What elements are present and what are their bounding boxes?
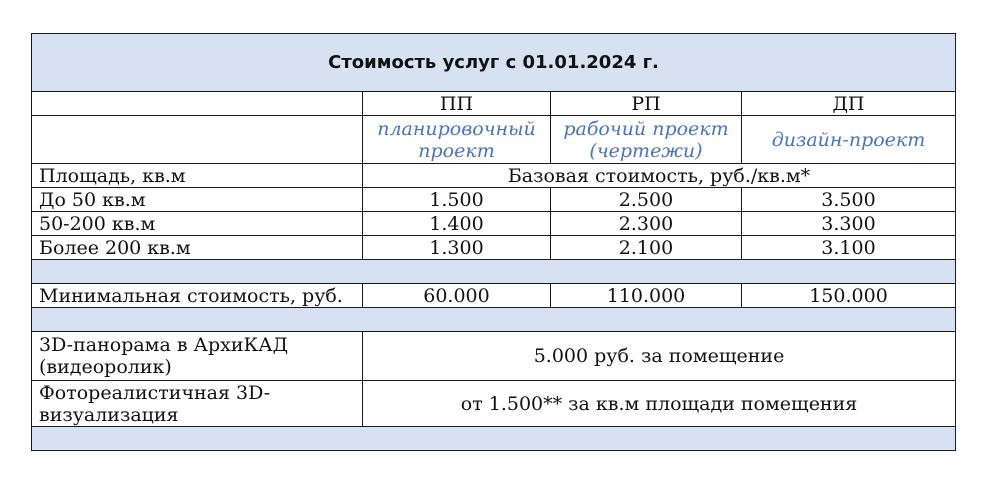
column-code-pp: ПП [363, 92, 551, 116]
price-cell: 3.300 [742, 212, 956, 236]
price-cell: 1.400 [363, 212, 551, 236]
column-code-rp: РП [551, 92, 742, 116]
row-label: Более 200 кв.м [32, 236, 363, 260]
empty-cell [32, 92, 363, 116]
column-codes-row [32, 92, 956, 116]
extra-label: Фотореалистичная 3D-визуализация [32, 381, 363, 427]
minimum-value: 150.000 [742, 284, 956, 308]
row-label: До 50 кв.м [32, 188, 363, 212]
extra-value: от 1.500** за кв.м площади помещения [363, 381, 956, 427]
spacer-cell [32, 308, 956, 332]
base-price-header: Базовая стоимость, руб./кв.м* [363, 164, 956, 188]
column-desc-dp: дизайн-проект [742, 116, 956, 164]
extra-label: 3D-панорама в АрхиКАД (видеоролик) [32, 332, 363, 381]
price-cell: 1.300 [363, 236, 551, 260]
price-cell: 3.500 [742, 188, 956, 212]
spacer-row [32, 260, 956, 284]
table-row [32, 236, 956, 260]
area-header: Площадь, кв.м [32, 164, 363, 188]
price-cell: 2.500 [551, 188, 742, 212]
price-cell: 2.100 [551, 236, 742, 260]
spacer-row [32, 308, 956, 332]
minimum-label: Минимальная стоимость, руб. [32, 284, 363, 308]
price-cell: 3.100 [742, 236, 956, 260]
spacer-cell [32, 260, 956, 284]
table-row [32, 212, 956, 236]
row-label: 50-200 кв.м [32, 212, 363, 236]
extra-service-row [32, 381, 956, 427]
extra-service-row [32, 332, 956, 381]
column-descriptions-row [32, 116, 956, 164]
spacer-row [32, 427, 956, 451]
spacer-cell [32, 427, 956, 451]
minimum-price-row [32, 284, 956, 308]
empty-cell [32, 116, 363, 164]
price-cell: 2.300 [551, 212, 742, 236]
title-row [32, 34, 956, 92]
area-header-row [32, 164, 956, 188]
column-code-dp: ДП [742, 92, 956, 116]
minimum-value: 110.000 [551, 284, 742, 308]
table-row [32, 188, 956, 212]
pricing-table [31, 33, 956, 451]
column-desc-rp: рабочий проект (чертежи) [551, 116, 742, 164]
table-title: Стоимость услуг с 01.01.2024 г. [32, 34, 956, 92]
price-cell: 1.500 [363, 188, 551, 212]
column-desc-pp: планировочный проект [363, 116, 551, 164]
extra-value: 5.000 руб. за помещение [363, 332, 956, 381]
minimum-value: 60.000 [363, 284, 551, 308]
